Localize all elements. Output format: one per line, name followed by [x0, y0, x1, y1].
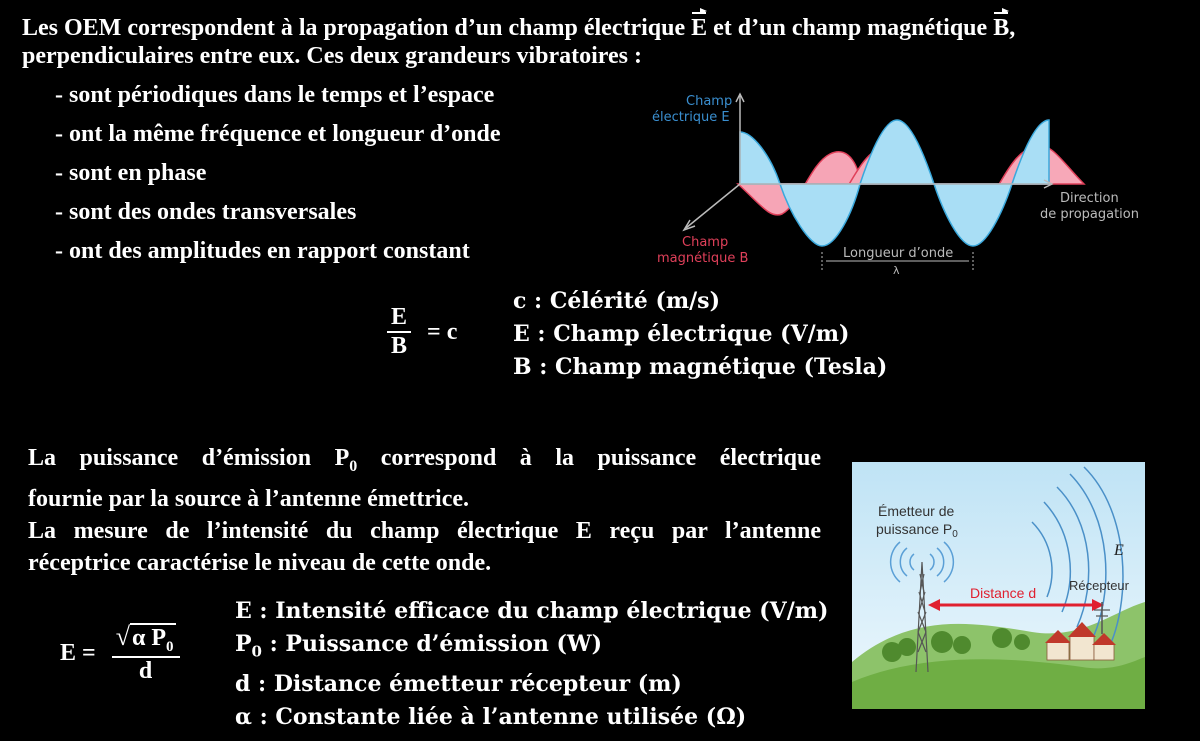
- intro-text-2: et d’un champ magnétique: [707, 15, 994, 41]
- direction-label-2: de propagation: [1040, 207, 1139, 222]
- e-label-2: électrique E: [652, 110, 730, 125]
- para2-line-3: La mesure de l’intensité du champ électrique E reçu par l’antenne: [28, 517, 821, 544]
- fraction-sqrt: [112, 622, 180, 685]
- para2-text-1b: correspond à la puissance électrique: [357, 445, 821, 471]
- e-label-1: Champ: [686, 94, 733, 109]
- sqrt-radicand: [130, 623, 176, 656]
- bullet-4: - sont des ondes transversales: [55, 199, 357, 225]
- emitter-label-sub: 0: [952, 529, 958, 540]
- wavelength-label: Longueur d’onde: [843, 246, 954, 261]
- legend2-e: E : Intensité efficace du champ électrique (V/m): [235, 598, 829, 624]
- bullet-3: - sont en phase: [55, 160, 207, 186]
- legend2-alpha: α : Constante liée à l’antenne utilisée (Ω): [235, 704, 747, 731]
- receiver-label: Récepteur: [1069, 578, 1129, 593]
- para2-line-1: [28, 442, 821, 483]
- intro-text-1: Les OEM correspondent à la propagation d’un champ électrique: [22, 15, 692, 41]
- para2-line-2: fournie par la source à l’antenne émettrice.: [28, 485, 470, 512]
- intro-line-2: perpendiculaires entre eux. Ces deux grandeurs vibratoires :: [22, 43, 642, 69]
- emitter-label-1: Émetteur de: [878, 503, 955, 519]
- legend2-p0-a: P: [235, 631, 252, 657]
- radicand-sub: 0: [166, 638, 174, 655]
- b-label-2: magnétique B: [657, 251, 749, 266]
- fraction-denominator-d: d: [138, 657, 153, 684]
- emitter-label-2-text: puissance P: [876, 521, 953, 537]
- formula-e-over-b: [387, 304, 457, 360]
- distance-label: Distance d: [970, 585, 1037, 601]
- lambda-label: λ: [893, 264, 900, 277]
- fraction-e-b: [387, 304, 411, 360]
- legend2-p0-sub: 0: [251, 642, 262, 661]
- legend2-p0-b: : Puissance d’émission (W): [261, 631, 603, 657]
- para2-sub: 0: [349, 457, 358, 475]
- fraction-numerator: E: [391, 304, 408, 330]
- formula-e-field: [60, 622, 180, 685]
- e-field-label: E: [1114, 542, 1124, 559]
- emission-paragraph: [28, 442, 821, 579]
- bullet-1: - sont périodiques dans le temps et l’espace: [55, 82, 495, 108]
- intro-line-1: [22, 14, 1015, 42]
- fraction-denominator: B: [391, 333, 408, 359]
- para2-text-1a: La puissance d’émission P: [28, 445, 350, 471]
- direction-label-1: Direction: [1060, 191, 1119, 206]
- vector-e: E: [691, 15, 708, 41]
- legend-c: c : Célérité (m/s): [513, 288, 720, 314]
- em-wave-diagram: [640, 84, 1160, 280]
- legend-e: E : Champ électrique (V/m): [513, 321, 850, 347]
- para2-line-4: réceptrice caractérise le niveau de cette onde.: [28, 549, 492, 576]
- vector-b: B: [993, 15, 1010, 41]
- formula1-legend: [513, 285, 887, 384]
- legend2-p0: [235, 628, 828, 668]
- formula-rhs: = c: [427, 318, 458, 345]
- legend-b: B : Champ magnétique (Tesla): [513, 354, 888, 380]
- b-label-1: Champ: [682, 235, 729, 250]
- formula2-lhs: E =: [60, 639, 96, 666]
- formula2-legend: [235, 595, 828, 734]
- bullet-2: - ont la même fréquence et longueur d’onde: [55, 121, 501, 147]
- sqrt-numerator: [112, 622, 180, 656]
- antenna-illustration: [852, 462, 1145, 709]
- sqrt-symbol: √: [115, 622, 130, 651]
- legend2-d: d : Distance émetteur récepteur (m): [235, 671, 682, 698]
- intro-paragraph: [22, 14, 1015, 70]
- intro-text-3: ,: [1009, 15, 1016, 41]
- bullet-5: - ont des amplitudes en rapport constant: [55, 238, 470, 264]
- radicand-text: α P: [131, 625, 167, 651]
